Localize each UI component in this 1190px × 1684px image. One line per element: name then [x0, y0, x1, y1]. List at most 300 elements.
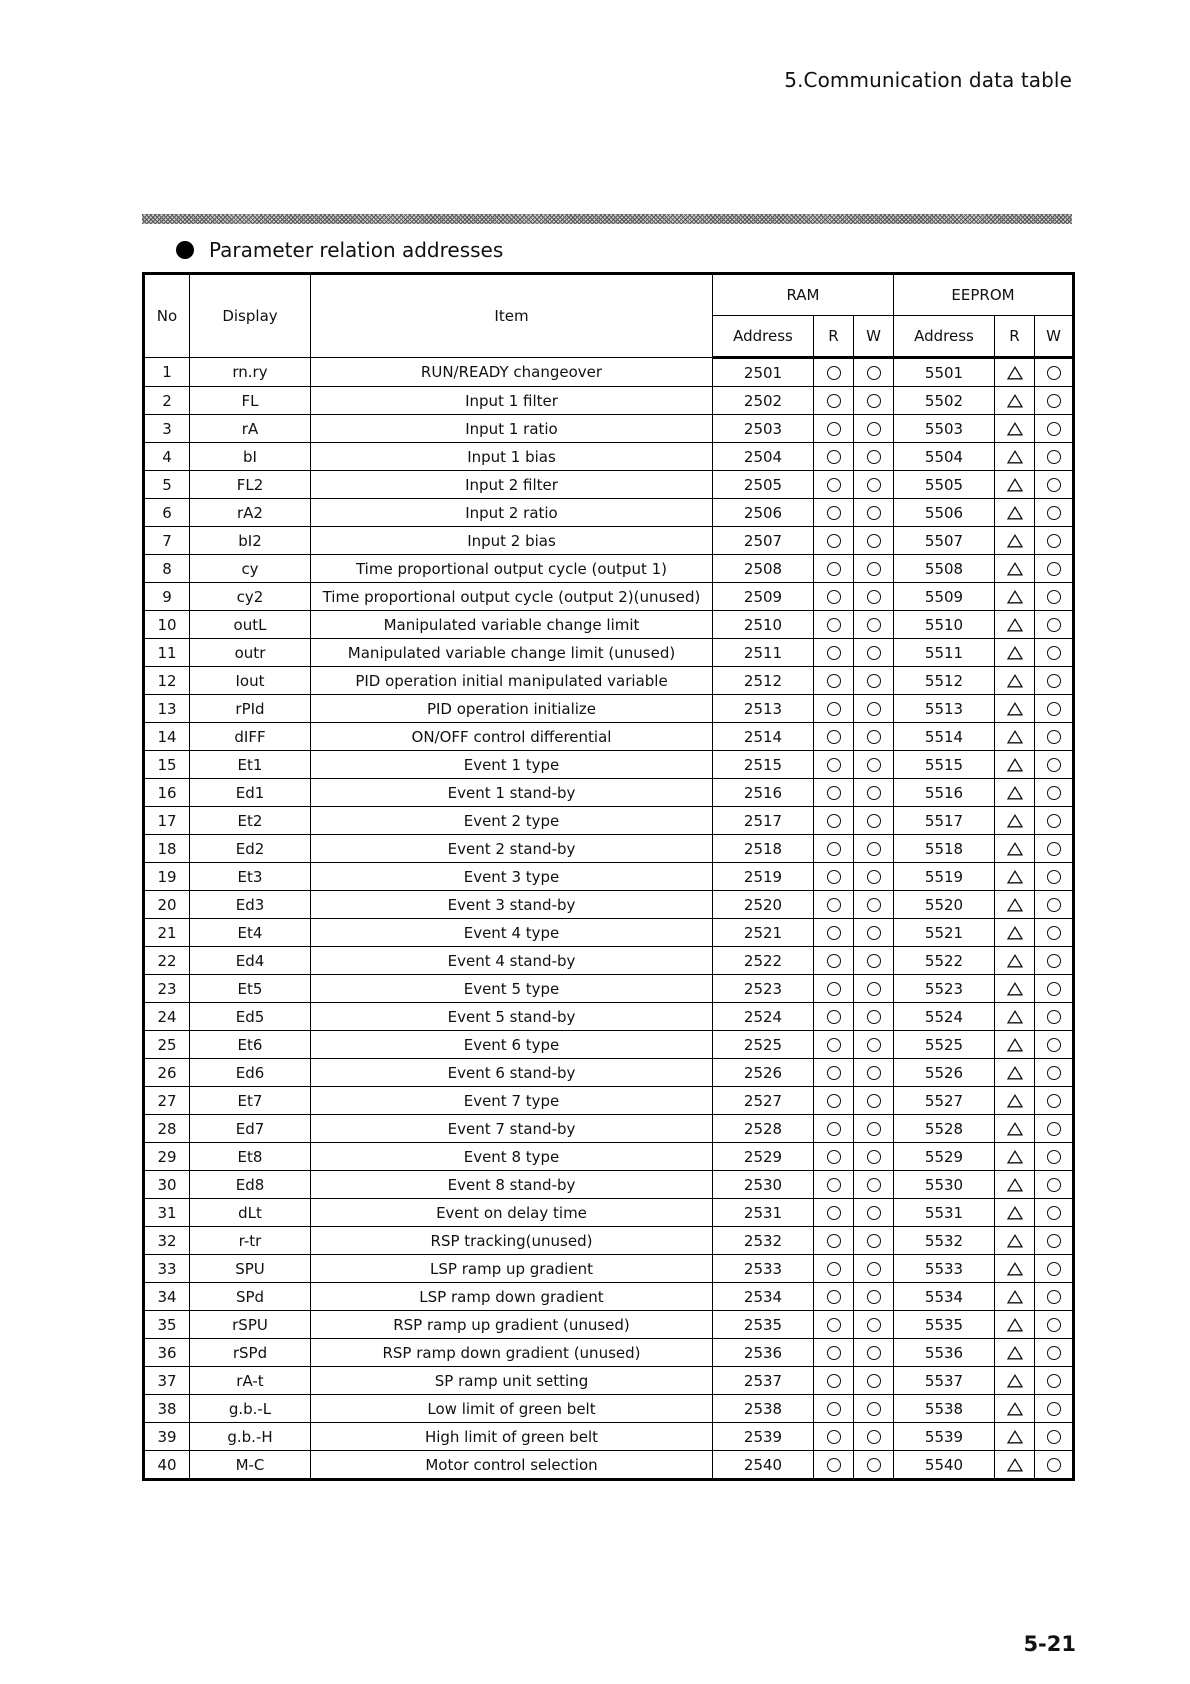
circle-icon [827, 1346, 841, 1360]
cell-ram-r [814, 611, 854, 639]
header-display: Display [190, 274, 311, 358]
header-eeprom-w: W [1035, 316, 1074, 358]
circle-icon [867, 506, 881, 520]
circle-icon [1047, 1402, 1061, 1416]
cell-no: 15 [144, 751, 190, 779]
cell-no: 18 [144, 835, 190, 863]
circle-icon [867, 1010, 881, 1024]
table-row [144, 358, 1074, 387]
cell-display: M-C [190, 1451, 311, 1480]
circle-icon [867, 702, 881, 716]
cell-display: Et4 [190, 919, 311, 947]
cell-item: Event 6 type [311, 1031, 713, 1059]
cell-ram-address: 2501 [713, 358, 814, 387]
cell-ram-w [854, 471, 894, 499]
circle-icon [1047, 926, 1061, 940]
triangle-icon [1007, 478, 1023, 492]
cell-item: Input 1 filter [311, 387, 713, 415]
cell-ram-r [814, 1003, 854, 1031]
cell-eeprom-address: 5504 [894, 443, 995, 471]
cell-ram-r [814, 527, 854, 555]
table-row [144, 695, 1074, 723]
cell-eeprom-w [1035, 891, 1074, 919]
cell-no: 4 [144, 443, 190, 471]
cell-eeprom-w [1035, 358, 1074, 387]
triangle-icon [1007, 1150, 1023, 1164]
triangle-icon [1007, 1318, 1023, 1332]
triangle-icon [1007, 618, 1023, 632]
cell-eeprom-w [1035, 1087, 1074, 1115]
cell-eeprom-w [1035, 1199, 1074, 1227]
circle-icon [867, 926, 881, 940]
triangle-icon [1007, 590, 1023, 604]
cell-no: 8 [144, 555, 190, 583]
triangle-icon [1007, 898, 1023, 912]
cell-no: 34 [144, 1283, 190, 1311]
circle-icon [827, 478, 841, 492]
table-row [144, 891, 1074, 919]
cell-ram-r [814, 555, 854, 583]
cell-item: Input 1 ratio [311, 415, 713, 443]
cell-eeprom-r [995, 387, 1035, 415]
cell-eeprom-address: 5525 [894, 1031, 995, 1059]
circle-icon [827, 814, 841, 828]
cell-ram-address: 2539 [713, 1423, 814, 1451]
cell-no: 11 [144, 639, 190, 667]
cell-eeprom-w [1035, 555, 1074, 583]
cell-no: 3 [144, 415, 190, 443]
circle-icon [1047, 1318, 1061, 1332]
cell-ram-address: 2525 [713, 1031, 814, 1059]
cell-no: 6 [144, 499, 190, 527]
cell-eeprom-r [995, 835, 1035, 863]
cell-display: Et7 [190, 1087, 311, 1115]
section-divider [142, 214, 1072, 224]
cell-ram-address: 2540 [713, 1451, 814, 1480]
cell-ram-r [814, 1059, 854, 1087]
cell-item: Manipulated variable change limit [311, 611, 713, 639]
circle-icon [1047, 1150, 1061, 1164]
cell-eeprom-address: 5532 [894, 1227, 995, 1255]
cell-eeprom-r [995, 1171, 1035, 1199]
triangle-icon [1007, 1178, 1023, 1192]
cell-eeprom-address: 5511 [894, 639, 995, 667]
cell-ram-r [814, 639, 854, 667]
circle-icon [867, 1234, 881, 1248]
cell-eeprom-address: 5520 [894, 891, 995, 919]
cell-eeprom-w [1035, 1031, 1074, 1059]
cell-ram-address: 2518 [713, 835, 814, 863]
cell-eeprom-address: 5517 [894, 807, 995, 835]
cell-ram-r [814, 1227, 854, 1255]
table-row [144, 1171, 1074, 1199]
header-ram-r: R [814, 316, 854, 358]
cell-ram-w [854, 583, 894, 611]
cell-no: 2 [144, 387, 190, 415]
circle-icon [827, 590, 841, 604]
cell-ram-r [814, 1339, 854, 1367]
circle-icon [827, 674, 841, 688]
circle-icon [1047, 702, 1061, 716]
cell-ram-address: 2511 [713, 639, 814, 667]
circle-icon [1047, 1262, 1061, 1276]
circle-icon [1047, 786, 1061, 800]
circle-icon [827, 982, 841, 996]
cell-item: RSP tracking(unused) [311, 1227, 713, 1255]
cell-display: Et8 [190, 1143, 311, 1171]
cell-eeprom-r [995, 667, 1035, 695]
table-row [144, 751, 1074, 779]
cell-ram-address: 2535 [713, 1311, 814, 1339]
cell-ram-r [814, 1451, 854, 1480]
cell-eeprom-w [1035, 471, 1074, 499]
triangle-icon [1007, 1010, 1023, 1024]
cell-display: outL [190, 611, 311, 639]
cell-eeprom-w [1035, 751, 1074, 779]
cell-display: SPU [190, 1255, 311, 1283]
circle-icon [1047, 534, 1061, 548]
circle-icon [827, 1262, 841, 1276]
triangle-icon [1007, 450, 1023, 464]
circle-icon [867, 366, 881, 380]
circle-icon [867, 1318, 881, 1332]
cell-ram-w [854, 1171, 894, 1199]
cell-eeprom-w [1035, 1227, 1074, 1255]
cell-eeprom-address: 5518 [894, 835, 995, 863]
cell-ram-address: 2504 [713, 443, 814, 471]
circle-icon [1047, 1038, 1061, 1052]
cell-ram-address: 2537 [713, 1367, 814, 1395]
circle-icon [867, 786, 881, 800]
cell-item: Event 7 type [311, 1087, 713, 1115]
cell-display: dLt [190, 1199, 311, 1227]
circle-icon [1047, 1346, 1061, 1360]
triangle-icon [1007, 534, 1023, 548]
circle-icon [867, 1262, 881, 1276]
table-row [144, 499, 1074, 527]
cell-eeprom-r [995, 1451, 1035, 1480]
circle-icon [827, 1122, 841, 1136]
cell-eeprom-address: 5538 [894, 1395, 995, 1423]
cell-item: Event 1 stand-by [311, 779, 713, 807]
page-number: 5-21 [1023, 1632, 1076, 1656]
triangle-icon [1007, 786, 1023, 800]
triangle-icon [1007, 1094, 1023, 1108]
triangle-icon [1007, 702, 1023, 716]
circle-icon [827, 786, 841, 800]
cell-ram-w [854, 695, 894, 723]
cell-eeprom-r [995, 415, 1035, 443]
cell-eeprom-address: 5506 [894, 499, 995, 527]
table-row [144, 1143, 1074, 1171]
cell-item: Event 6 stand-by [311, 1059, 713, 1087]
cell-eeprom-w [1035, 695, 1074, 723]
circle-icon [827, 1402, 841, 1416]
cell-eeprom-r [995, 555, 1035, 583]
cell-display: Ed1 [190, 779, 311, 807]
table-row [144, 1199, 1074, 1227]
cell-item: Event 8 stand-by [311, 1171, 713, 1199]
circle-icon [827, 1374, 841, 1388]
cell-eeprom-w [1035, 583, 1074, 611]
circle-icon [827, 1010, 841, 1024]
cell-ram-address: 2530 [713, 1171, 814, 1199]
cell-item: Event 5 stand-by [311, 1003, 713, 1031]
cell-eeprom-r [995, 611, 1035, 639]
circle-icon [867, 1290, 881, 1304]
cell-ram-address: 2538 [713, 1395, 814, 1423]
cell-no: 23 [144, 975, 190, 1003]
cell-item: Event 8 type [311, 1143, 713, 1171]
circle-icon [867, 982, 881, 996]
cell-no: 21 [144, 919, 190, 947]
cell-eeprom-r [995, 1423, 1035, 1451]
cell-ram-address: 2536 [713, 1339, 814, 1367]
cell-item: PID operation initial manipulated variable [311, 667, 713, 695]
cell-ram-r [814, 1087, 854, 1115]
cell-eeprom-r [995, 1283, 1035, 1311]
table-row [144, 723, 1074, 751]
cell-display: Ed8 [190, 1171, 311, 1199]
cell-eeprom-address: 5515 [894, 751, 995, 779]
circle-icon [867, 562, 881, 576]
cell-display: Ed7 [190, 1115, 311, 1143]
circle-icon [1047, 1206, 1061, 1220]
cell-ram-address: 2532 [713, 1227, 814, 1255]
cell-item: Event 1 type [311, 751, 713, 779]
table-row [144, 387, 1074, 415]
cell-display: rSPU [190, 1311, 311, 1339]
circle-icon [867, 758, 881, 772]
cell-ram-w [854, 1031, 894, 1059]
cell-ram-r [814, 1283, 854, 1311]
cell-eeprom-address: 5523 [894, 975, 995, 1003]
cell-eeprom-r [995, 863, 1035, 891]
cell-eeprom-address: 5502 [894, 387, 995, 415]
triangle-icon [1007, 758, 1023, 772]
cell-ram-w [854, 1395, 894, 1423]
cell-ram-w [854, 387, 894, 415]
cell-ram-w [854, 1003, 894, 1031]
cell-ram-r [814, 443, 854, 471]
cell-eeprom-w [1035, 667, 1074, 695]
triangle-icon [1007, 562, 1023, 576]
cell-eeprom-r [995, 975, 1035, 1003]
circle-icon [827, 730, 841, 744]
circle-icon [1047, 842, 1061, 856]
cell-eeprom-address: 5507 [894, 527, 995, 555]
table-row [144, 639, 1074, 667]
cell-eeprom-r [995, 751, 1035, 779]
table-row [144, 1311, 1074, 1339]
table-body [144, 358, 1074, 1480]
cell-ram-r [814, 807, 854, 835]
cell-ram-address: 2519 [713, 863, 814, 891]
cell-eeprom-address: 5513 [894, 695, 995, 723]
cell-eeprom-address: 5530 [894, 1171, 995, 1199]
cell-ram-r [814, 1255, 854, 1283]
cell-eeprom-address: 5528 [894, 1115, 995, 1143]
cell-ram-r [814, 499, 854, 527]
circle-icon [867, 1346, 881, 1360]
cell-ram-r [814, 919, 854, 947]
cell-eeprom-address: 5505 [894, 471, 995, 499]
circle-icon [1047, 394, 1061, 408]
cell-eeprom-r [995, 695, 1035, 723]
cell-item: Event 3 stand-by [311, 891, 713, 919]
circle-icon [867, 478, 881, 492]
cell-ram-w [854, 358, 894, 387]
circle-icon [1047, 1122, 1061, 1136]
cell-display: rPId [190, 695, 311, 723]
cell-eeprom-r [995, 443, 1035, 471]
cell-no: 9 [144, 583, 190, 611]
cell-eeprom-w [1035, 527, 1074, 555]
cell-no: 19 [144, 863, 190, 891]
cell-item: Input 2 bias [311, 527, 713, 555]
cell-ram-address: 2509 [713, 583, 814, 611]
cell-ram-address: 2517 [713, 807, 814, 835]
cell-ram-address: 2523 [713, 975, 814, 1003]
circle-icon [1047, 562, 1061, 576]
circle-icon [827, 758, 841, 772]
circle-icon [1047, 366, 1061, 380]
cell-ram-w [854, 1311, 894, 1339]
cell-eeprom-w [1035, 947, 1074, 975]
cell-no: 38 [144, 1395, 190, 1423]
cell-eeprom-r [995, 1087, 1035, 1115]
table-row [144, 835, 1074, 863]
cell-ram-address: 2522 [713, 947, 814, 975]
cell-ram-r [814, 387, 854, 415]
cell-ram-w [854, 415, 894, 443]
cell-ram-r [814, 471, 854, 499]
cell-ram-address: 2531 [713, 1199, 814, 1227]
cell-eeprom-address: 5535 [894, 1311, 995, 1339]
circle-icon [827, 898, 841, 912]
cell-ram-w [854, 863, 894, 891]
triangle-icon [1007, 1458, 1023, 1472]
circle-icon [1047, 1066, 1061, 1080]
table-row [144, 443, 1074, 471]
cell-no: 36 [144, 1339, 190, 1367]
cell-item: Event 5 type [311, 975, 713, 1003]
circle-icon [827, 954, 841, 968]
cell-ram-address: 2524 [713, 1003, 814, 1031]
cell-eeprom-r [995, 583, 1035, 611]
circle-icon [1047, 450, 1061, 464]
cell-no: 32 [144, 1227, 190, 1255]
table-row [144, 1423, 1074, 1451]
circle-icon [1047, 898, 1061, 912]
triangle-icon [1007, 1206, 1023, 1220]
triangle-icon [1007, 674, 1023, 688]
cell-eeprom-address: 5524 [894, 1003, 995, 1031]
circle-icon [1047, 478, 1061, 492]
cell-eeprom-address: 5534 [894, 1283, 995, 1311]
cell-eeprom-w [1035, 611, 1074, 639]
cell-ram-address: 2520 [713, 891, 814, 919]
cell-item: Event 2 stand-by [311, 835, 713, 863]
cell-eeprom-r [995, 779, 1035, 807]
cell-ram-r [814, 1143, 854, 1171]
circle-icon [827, 562, 841, 576]
triangle-icon [1007, 366, 1023, 380]
cell-item: Time proportional output cycle (output 1) [311, 555, 713, 583]
cell-display: g.b.-H [190, 1423, 311, 1451]
table-row [144, 779, 1074, 807]
circle-icon [867, 954, 881, 968]
table-row [144, 1003, 1074, 1031]
cell-display: Ed3 [190, 891, 311, 919]
cell-ram-address: 2529 [713, 1143, 814, 1171]
cell-eeprom-r [995, 891, 1035, 919]
table-row [144, 807, 1074, 835]
header-eeprom-address: Address [894, 316, 995, 358]
cell-no: 35 [144, 1311, 190, 1339]
cell-eeprom-address: 5533 [894, 1255, 995, 1283]
cell-display: rA [190, 415, 311, 443]
cell-display: bI2 [190, 527, 311, 555]
cell-ram-w [854, 1115, 894, 1143]
circle-icon [827, 926, 841, 940]
circle-icon [827, 1318, 841, 1332]
cell-ram-address: 2502 [713, 387, 814, 415]
circle-icon [827, 506, 841, 520]
cell-ram-w [854, 723, 894, 751]
cell-item: PID operation initialize [311, 695, 713, 723]
cell-eeprom-w [1035, 807, 1074, 835]
cell-eeprom-address: 5529 [894, 1143, 995, 1171]
table-row [144, 975, 1074, 1003]
cell-ram-w [854, 1423, 894, 1451]
cell-ram-w [854, 667, 894, 695]
cell-item: Event on delay time [311, 1199, 713, 1227]
cell-ram-address: 2528 [713, 1115, 814, 1143]
triangle-icon [1007, 982, 1023, 996]
triangle-icon [1007, 1430, 1023, 1444]
cell-eeprom-r [995, 1367, 1035, 1395]
cell-ram-w [854, 1087, 894, 1115]
cell-ram-w [854, 1143, 894, 1171]
cell-eeprom-r [995, 723, 1035, 751]
cell-eeprom-w [1035, 443, 1074, 471]
table-row [144, 1339, 1074, 1367]
cell-ram-r [814, 1199, 854, 1227]
circle-icon [827, 1290, 841, 1304]
cell-eeprom-address: 5512 [894, 667, 995, 695]
cell-ram-r [814, 695, 854, 723]
cell-ram-r [814, 1115, 854, 1143]
circle-icon [867, 422, 881, 436]
cell-eeprom-r [995, 358, 1035, 387]
cell-ram-address: 2510 [713, 611, 814, 639]
cell-eeprom-w [1035, 387, 1074, 415]
cell-no: 31 [144, 1199, 190, 1227]
circle-icon [867, 674, 881, 688]
cell-item: RSP ramp up gradient (unused) [311, 1311, 713, 1339]
circle-icon [867, 730, 881, 744]
cell-item: ON/OFF control differential [311, 723, 713, 751]
cell-eeprom-w [1035, 499, 1074, 527]
circle-icon [867, 1038, 881, 1052]
cell-eeprom-address: 5519 [894, 863, 995, 891]
cell-no: 40 [144, 1451, 190, 1480]
cell-ram-r [814, 947, 854, 975]
circle-icon [867, 870, 881, 884]
cell-no: 24 [144, 1003, 190, 1031]
cell-ram-address: 2533 [713, 1255, 814, 1283]
